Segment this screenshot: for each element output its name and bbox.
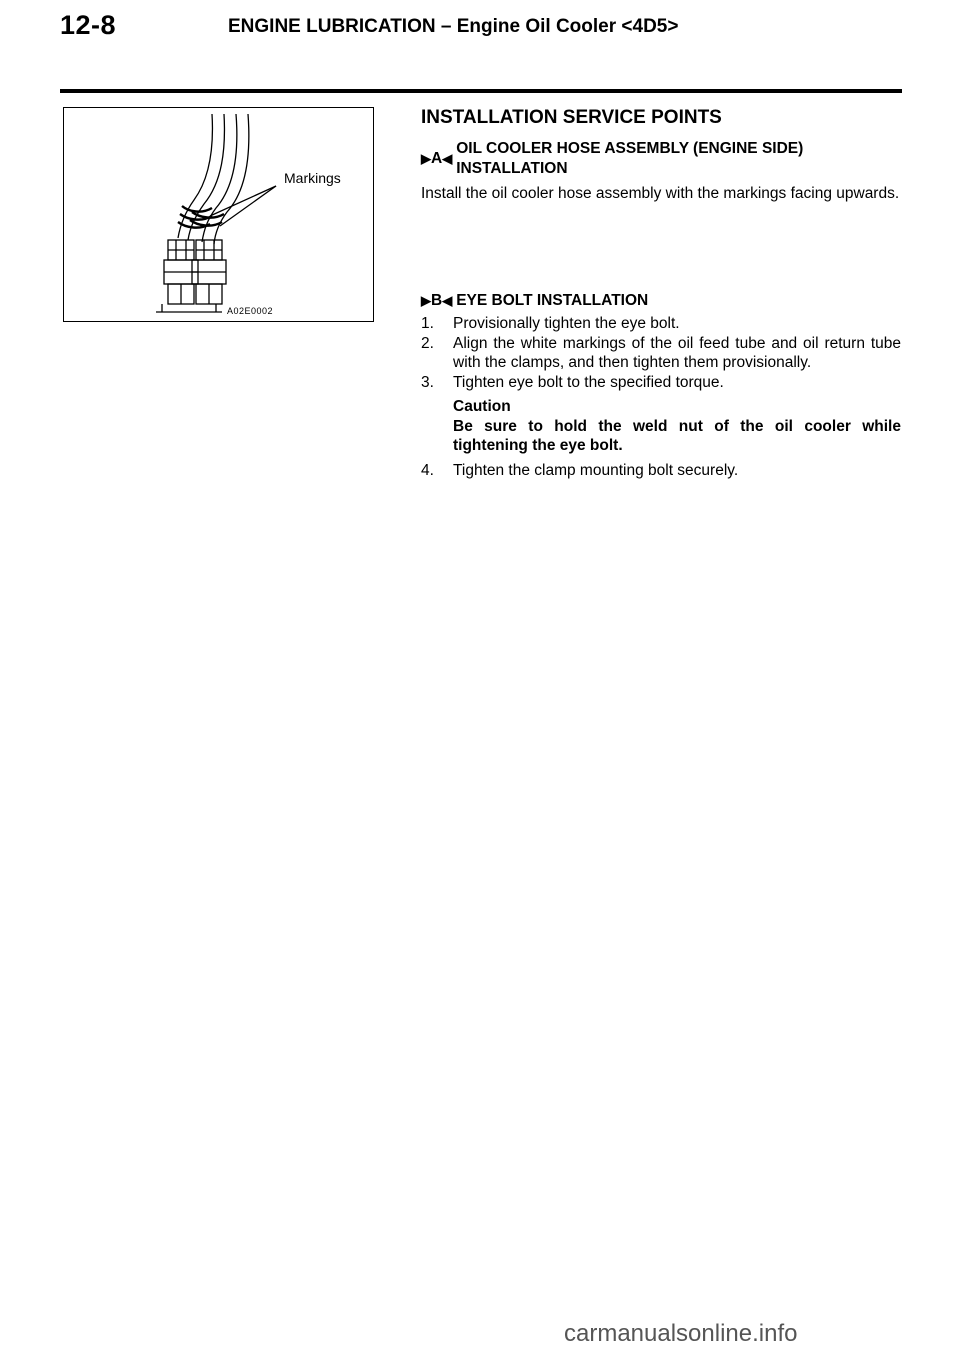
left-triangle-icon: ◀: [442, 150, 453, 166]
title-dash: –: [440, 16, 452, 37]
step-b-title: EYE BOLT INSTALLATION: [456, 291, 649, 309]
hose-assembly-figure: [63, 107, 374, 322]
right-triangle-icon: ▶: [421, 292, 431, 308]
spacer: [421, 204, 901, 291]
watermark: carmanualsonline.info: [564, 1320, 798, 1347]
chapter-title: ENGINE LUBRICATION: [228, 16, 436, 37]
step-a-title-line2: INSTALLATION: [456, 159, 568, 177]
figure-label-markings: Markings: [284, 170, 341, 186]
step-b-marker: [421, 291, 452, 311]
list-item: [421, 334, 901, 373]
item-number: 2.: [421, 334, 434, 352]
step-a-heading: [421, 139, 901, 178]
step-b-letter: B: [431, 291, 443, 309]
left-triangle-icon: ◀: [442, 292, 453, 308]
item-number: 1.: [421, 315, 434, 332]
hose-illustration: [64, 108, 375, 323]
step-a-title-line1: OIL COOLER HOSE ASSEMBLY (ENGINE SIDE): [456, 140, 804, 157]
step-a-body: Install the oil cooler hose assembly with the markings facing upwards.: [421, 185, 900, 202]
list-item: [421, 314, 901, 334]
header-title: [228, 16, 678, 38]
step-b-list: [421, 314, 901, 480]
step-a-marker: [421, 139, 452, 178]
item-text: Provisionally tighten the eye bolt.: [453, 315, 680, 332]
caution-title: Caution: [453, 398, 511, 415]
page-header: [60, 10, 902, 50]
step-a-letter: A: [431, 149, 443, 167]
item-number: 4.: [421, 461, 434, 479]
caution-note: [453, 397, 901, 456]
installation-content: [421, 106, 901, 480]
section-title: INSTALLATION SERVICE POINTS: [421, 107, 722, 128]
right-triangle-icon: ▶: [421, 150, 431, 166]
figure-code: A02E0002: [227, 306, 274, 316]
list-item: [421, 373, 901, 393]
item-text: Tighten the clamp mounting bolt securely.: [453, 461, 739, 479]
item-number: 3.: [421, 373, 434, 391]
list-item: [421, 461, 901, 481]
item-text: Align the white markings of the oil feed tube and oil return tube with the clamps, and then tighten them provisionally.: [453, 334, 901, 371]
page-number: 12-8: [60, 10, 117, 40]
caution-body: Be sure to hold the weld nut of the oil cooler while tightening the eye bolt.: [453, 417, 901, 454]
header-rule: [60, 89, 902, 93]
chapter-subtitle: Engine Oil Cooler <4D5>: [456, 16, 679, 37]
item-text: Tighten eye bolt to the specified torque.: [453, 373, 724, 391]
step-b-heading: [421, 291, 901, 311]
step-a-title: [456, 139, 803, 178]
